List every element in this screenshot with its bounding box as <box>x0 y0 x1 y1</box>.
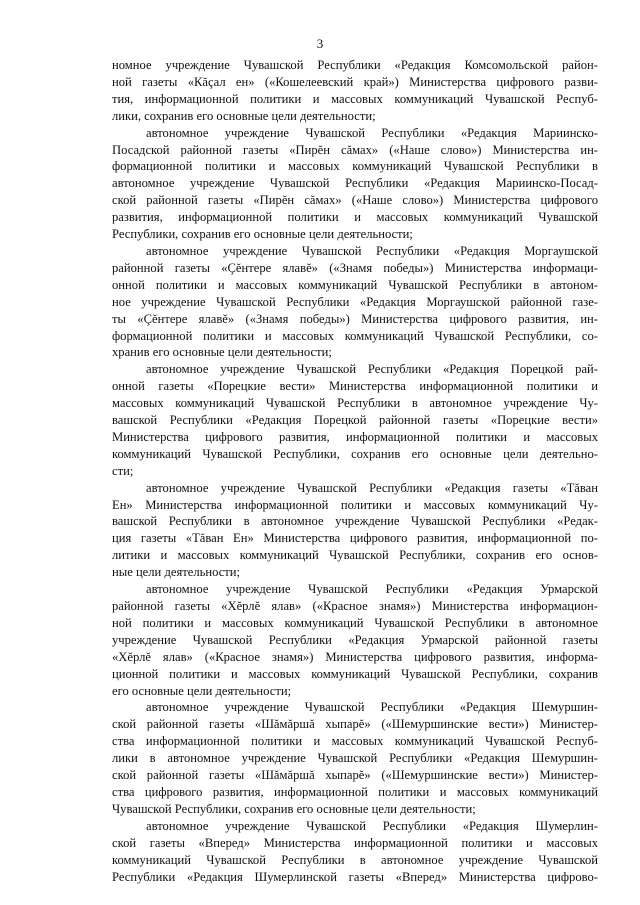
text-line: автономное учреждение Чувашской Республики «Редакция Мариинско-Посад- <box>112 176 598 191</box>
text-line: ской газеты «Вперед» Министерства информационной политики и массовых <box>112 835 598 850</box>
text-line: автономное учреждение Чувашской Республики «Редакция Шемуршин- <box>146 700 598 715</box>
text-line: ное учреждение Чувашской Республики «Редакция Моргаушской районной газе- <box>112 294 598 309</box>
text-line: Министерства цифрового развития, информационной политики и массовых <box>112 429 598 444</box>
document-body <box>112 57 598 885</box>
paragraph <box>112 818 598 886</box>
paragraph <box>112 480 598 581</box>
text-line: Республики «Редакция Шумерлинской газеты «Вперед» Министерства цифрово- <box>112 869 598 884</box>
text-line: формационной политики и массовых коммуникаций Чувашской Республики в <box>112 159 598 174</box>
text-line: формационной политики и массовых коммуникаций Чувашской Республики, со- <box>112 328 598 343</box>
text-line: ты «Çĕнтере ялавĕ» («Знамя победы») Министерства цифрового развития, ин- <box>112 311 598 326</box>
text-line: автономное учреждение Чувашской Республики «Редакция газеты «Тăван <box>146 480 598 495</box>
text-line: Посадской районной газеты «Пирĕн сăмах» («Наше слово») Министерства ин- <box>112 142 598 157</box>
text-line: онной газеты «Порецкие вести» Министерства информационной политики и <box>112 379 598 394</box>
text-line: «Хĕрлĕ ялав» («Красное знамя») Министерства цифрового развития, информа- <box>112 649 598 664</box>
text-line: Республики, сохранив его основные цели деятельности; <box>112 227 413 242</box>
text-line: районной газеты «Хĕрлĕ ялав» («Красное знамя») Министерства информацион- <box>112 599 598 613</box>
text-line: автономное учреждение Чувашской Республики «Редакция Порецкой рай- <box>146 362 598 377</box>
text-line: ской районной газеты «Шăмăршă хыпарĕ» («Шемуршинские вести») Министер- <box>112 768 598 783</box>
text-line: номное учреждение Чувашской Республики «Редакция Комсомольской район- <box>112 58 598 72</box>
paragraph <box>112 125 598 243</box>
text-line: автономное учреждение Чувашской Республики «Редакция Мариинско- <box>146 125 598 140</box>
paragraph <box>112 361 598 479</box>
text-line: развития, информационной политики и массовых коммуникаций Чувашской <box>112 210 598 225</box>
paragraph <box>112 699 598 817</box>
text-line: онной политики и массовых коммуникаций Чувашской Республики в автоном- <box>112 277 598 292</box>
text-line: литики и массовых коммуникаций Чувашской Республики, сохранив его основ- <box>112 548 598 563</box>
paragraph <box>112 243 598 361</box>
paragraph <box>112 57 598 125</box>
text-line: ской районной газеты «Пирĕн сăмах» («Наше слово») Министерства цифрового <box>112 193 598 208</box>
text-line: ской районной газеты «Шăмăршă хыпарĕ» («Шемуршинские вести») Министер- <box>112 717 598 732</box>
text-line: ция газеты «Тăван Ен» Министерства цифрового развития, информационной по- <box>112 531 598 546</box>
text-line: ства цифрового развития, информационной политики и массовых коммуникаций <box>112 784 598 799</box>
text-line: коммуникаций Чувашской Республики, сохранив его основные цели деятельно- <box>112 446 598 461</box>
text-line: лики в автономное учреждение Чувашской Республики «Редакция Шемуршин- <box>112 751 598 766</box>
text-line: вашской Республики в автономное учреждение Чувашской Республики «Редак- <box>112 514 598 529</box>
text-line: ционной политики и массовых коммуникаций Чувашской Республики, сохранив <box>112 666 598 681</box>
text-line: районной газеты «Çĕнтере ялавĕ» («Знамя победы») Министерства информаци- <box>112 260 598 275</box>
text-line: автономное учреждение Чувашской Республики «Редакция Моргаушской <box>146 243 598 258</box>
text-line: автономное учреждение Чувашской Республики «Редакция Урмарской <box>146 582 598 597</box>
text-line: автономное учреждение Чувашской Республики «Редакция Шумерлин- <box>146 818 598 833</box>
text-line: вашской Республики «Редакция Порецкой районной газеты «Порецкие вести» <box>112 413 598 428</box>
text-line: тия, информационной политики и массовых коммуникаций Чувашской Респуб- <box>112 91 598 106</box>
text-line: Ен» Министерства информационной политики и массовых коммуникаций Чу- <box>112 497 598 512</box>
text-line: коммуникаций Чувашской Республики в автономное учреждение Чувашской <box>112 852 598 867</box>
text-line: ства информационной политики и массовых коммуникаций Чувашской Респуб- <box>112 734 598 749</box>
text-line: лики, сохранив его основные цели деятельности; <box>112 108 376 123</box>
text-line: массовых коммуникаций Чувашской Республики в автономное учреждение Чу- <box>112 396 598 411</box>
text-line: хранив его основные цели деятельности; <box>112 345 332 360</box>
text-line: учреждение Чувашской Республики «Редакция Урмарской районной газеты <box>112 632 598 647</box>
text-line: сти; <box>112 463 134 478</box>
text-line: ные цели деятельности; <box>112 565 241 580</box>
text-line: ной газеты «Кăçал ен» («Кошелеевский край») Министерства цифрового разви- <box>112 74 598 89</box>
page-number: 3 <box>316 36 324 51</box>
text-line: Чувашской Республики, сохранив его основные цели деятельности; <box>112 801 476 816</box>
text-line: его основные цели деятельности; <box>112 683 292 698</box>
paragraph <box>112 581 598 699</box>
text-line: ной политики и массовых коммуникаций Чувашской Республики в автономное <box>112 615 598 630</box>
